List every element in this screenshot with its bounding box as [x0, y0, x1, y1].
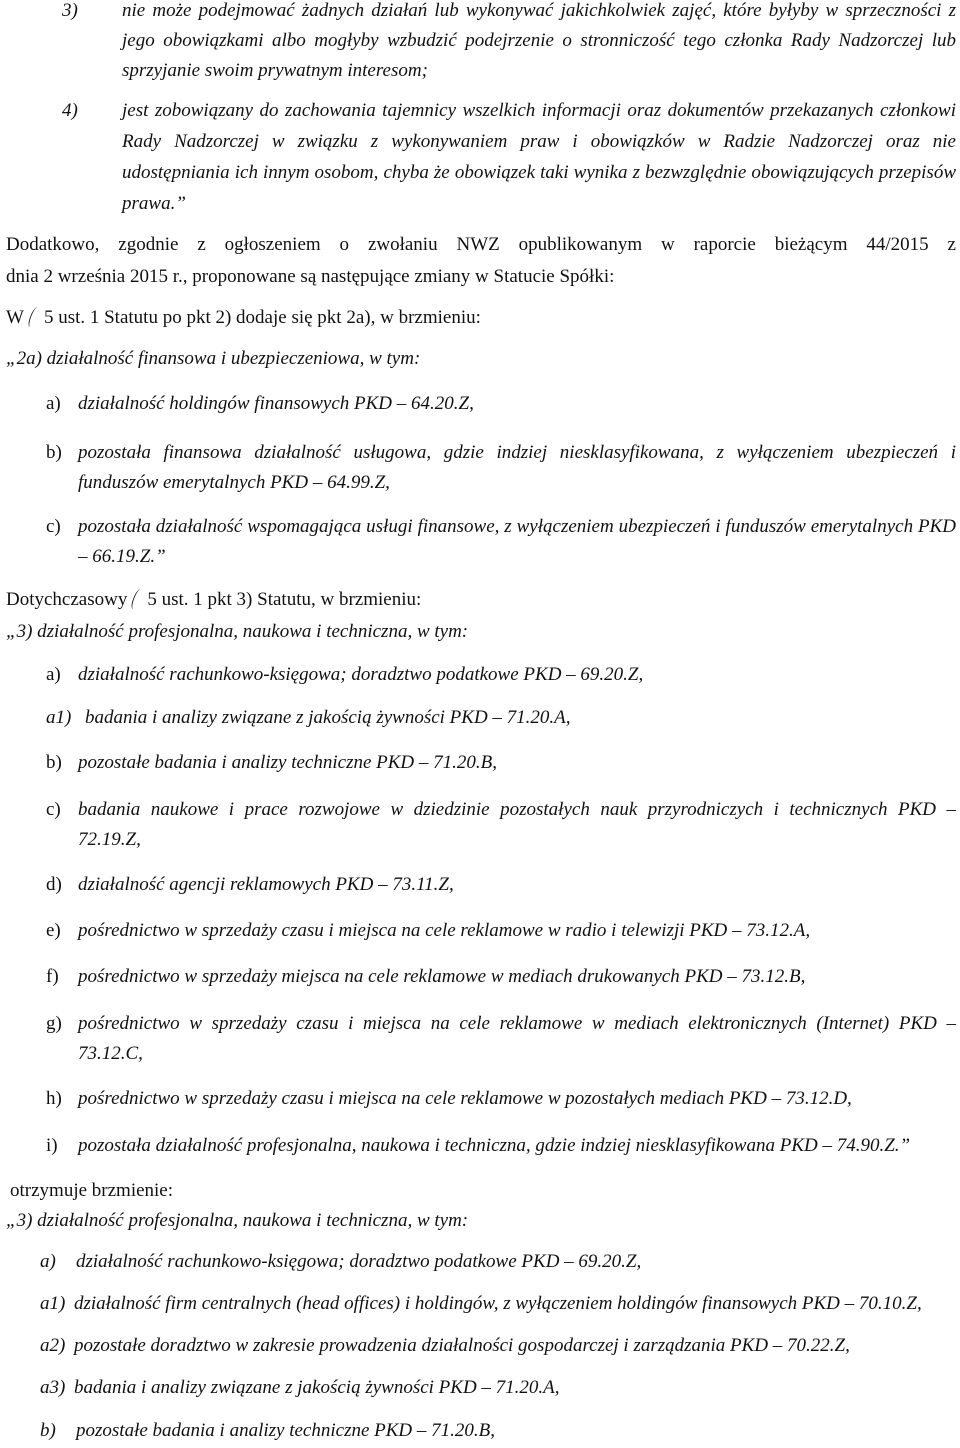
item-line: badania naukowe i prace rozwojowe w dziedzinie pozostałych nauk przyrodniczych i technicznych PKD –: [78, 799, 956, 820]
item-label: b): [46, 752, 62, 773]
item-line: działalność agencji reklamowych PKD – 73.11.Z,: [78, 874, 454, 895]
list-line: Rady Nadzorczej w związku z wykonywaniem praw i obowiązków w Radzie Nadzorczej oraz nie: [122, 131, 956, 152]
item-line: działalność holdingów finansowych PKD – 64.20.Z,: [78, 393, 474, 414]
item-line: pozostałe badania i analizy techniczne PKD – 71.20.B,: [78, 752, 498, 773]
item-line: 73.12.C,: [78, 1043, 143, 1064]
item-line: pozostała finansowa działalność usługowa, gdzie indziej niesklasyfikowana, z wyłączeniem ubezpieczeń i: [78, 442, 956, 463]
current-intro: Dotychczasowy 5 ust. 1 pkt 3) Statutu, w brzmieniu:: [6, 589, 422, 610]
item-label: i): [46, 1135, 58, 1156]
intro-line: Dodatkowo, zgodnie z ogłoszeniem o zwołaniu NWZ opublikowanym w raporcie bieżącym 44/2015 z: [6, 234, 956, 255]
list-line: nie może podejmować żadnych działań lub wykonywać jakichkolwiek zajęć, które byłyby w sprzeczności z: [122, 0, 956, 21]
list-label: 4): [62, 100, 78, 121]
list-line: prawa.”: [122, 193, 186, 214]
item-label: h): [46, 1088, 62, 1109]
section-sign-icon: [130, 589, 145, 609]
item-label: a2): [40, 1335, 66, 1356]
item-line: badania i analizy związane z jakością żywności PKD – 71.20.A,: [74, 1377, 560, 1398]
item-label: g): [46, 1013, 62, 1034]
current-heading: „3) działalność profesjonalna, naukowa i techniczna, w tym:: [6, 621, 469, 642]
item-line: działalność rachunkowo-księgowa; doradztwo podatkowe PKD – 69.20.Z,: [76, 1251, 642, 1272]
amendment-heading: „2a) działalność finansowa i ubezpieczeniowa, w tym:: [6, 348, 421, 369]
intro-line: dnia 2 września 2015 r., proponowane są następujące zmiany w Statucie Spółki:: [6, 266, 615, 287]
item-line: działalność rachunkowo-księgowa; doradztwo podatkowe PKD – 69.20.Z,: [78, 664, 644, 685]
item-line: pozostała działalność wspomagająca usługi finansowe, z wyłączeniem ubezpieczeń i funduszów emerytalnych PKD: [78, 516, 956, 537]
item-line: badania i analizy związane z jakością żywności PKD – 71.20.A,: [85, 707, 571, 728]
item-line: funduszów emerytalnych PKD – 64.99.Z,: [78, 472, 390, 493]
item-line: pośrednictwo w sprzedaży miejsca na cele reklamowe w mediach drukowanych PKD – 73.12.B,: [78, 966, 806, 987]
item-label: a): [46, 393, 61, 414]
new-heading: „3) działalność profesjonalna, naukowa i techniczna, w tym:: [6, 1210, 469, 1231]
item-label: e): [46, 920, 61, 941]
item-label: f): [46, 966, 59, 987]
item-line: działalność firm centralnych (head offices) i holdingów, z wyłączeniem holdingów finansowych PKD – 70.10.Z,: [74, 1293, 922, 1314]
new-intro: otrzymuje brzmienie:: [10, 1180, 174, 1201]
item-line: pośrednictwo w sprzedaży czasu i miejsca na cele reklamowe w radio i telewizji PKD – 73.12.A,: [78, 920, 811, 941]
list-line: jest zobowiązany do zachowania tajemnicy wszelkich informacji oraz dokumentów przekazanych członkowi: [122, 100, 956, 121]
item-label: c): [46, 799, 61, 820]
item-label: a1): [40, 1293, 66, 1314]
amendment-intro: W 5 ust. 1 Statutu po pkt 2) dodaje się pkt 2a), w brzmieniu:: [6, 307, 481, 328]
item-label: a): [40, 1251, 56, 1272]
item-line: 72.19.Z,: [78, 829, 141, 850]
list-line: udostępniania ich innym osobom, chyba że obowiązek taki wynika z bezwzględnie obowiązujących przepisów: [122, 162, 956, 183]
item-line: pozostała działalność profesjonalna, naukowa i techniczna, gdzie indziej niesklasyfikowana PKD – 74.90.Z.”: [78, 1135, 911, 1156]
item-label: c): [46, 516, 61, 537]
list-line: jego obowiązkami albo mogłyby wzbudzić podejrzenie o stronniczość tego członka Rady Nadzorczej lub: [122, 30, 956, 51]
list-line: sprzyjanie swoim prywatnym interesom;: [122, 60, 428, 81]
item-line: pozostałe badania i analizy techniczne PKD – 71.20.B,: [76, 1420, 496, 1441]
item-label: a1): [46, 707, 72, 728]
item-label: a3): [40, 1377, 66, 1398]
item-line: pozostałe doradztwo w zakresie prowadzenia działalności gospodarczej i zarządzania PKD – 70.22.Z,: [74, 1335, 850, 1356]
item-label: b): [40, 1420, 56, 1441]
item-line: – 66.19.Z.”: [78, 546, 166, 567]
list-label: 3): [62, 0, 78, 21]
item-label: a): [46, 664, 61, 685]
section-sign-icon: [26, 307, 41, 327]
item-line: pośrednictwo w sprzedaży czasu i miejsca na cele reklamowe w mediach elektronicznych (Internet) PKD –: [78, 1013, 956, 1034]
item-line: pośrednictwo w sprzedaży czasu i miejsca na cele reklamowe w pozostałych mediach PKD – 73.12.D,: [78, 1088, 852, 1109]
item-label: d): [46, 874, 62, 895]
item-label: b): [46, 442, 62, 463]
